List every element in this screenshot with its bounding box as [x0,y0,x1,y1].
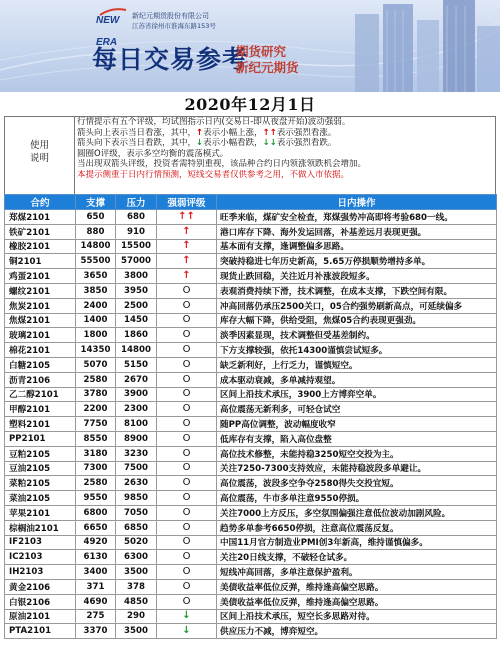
contract-cell: PTA2101 [5,624,76,639]
rating-cell [157,417,217,432]
support-cell: 6650 [76,520,116,535]
circle-icon: O [182,580,191,592]
support-cell: 650 [76,210,116,225]
intraday-op-cell: 高位震荡，波段多空争夺2580得失交投宜短。 [217,476,497,491]
intraday-op-cell: 趋势多单参考6650停损，注意高位震荡反复。 [217,520,497,535]
down-arrow-icon: ↓ [182,625,191,637]
rating-cell [157,313,217,328]
contract-cell: 焦煤2101 [5,313,76,328]
support-cell: 3650 [76,269,116,284]
contract-cell: 塑料2101 [5,417,76,432]
up-arrow-icon: ↑↑ [262,127,277,138]
table-row [5,609,497,624]
table-row [5,535,497,550]
usage-lines [77,117,495,181]
intraday-op-cell: 基本面有支撑，逢调整偏多思路。 [217,239,497,254]
rating-cell [157,254,217,269]
table-row [5,461,497,476]
col-header-rating: 强弱评级 [157,195,217,210]
rating-cell [157,594,217,609]
intraday-op-cell: 下方支撑较强，依托14300谨慎尝试短多。 [217,343,497,358]
slogan-company: 新纪元期货 [236,60,299,75]
support-cell: 6130 [76,550,116,565]
table-row [5,269,497,284]
circle-icon: O [182,462,191,474]
contract-cell: IF2103 [5,535,76,550]
circle-icon: O [182,432,191,444]
support-cell: 9550 [76,491,116,506]
intraday-op-cell: 旺季来临，煤矿安全检查，郑煤强势冲高即将考验680一线。 [217,210,497,225]
contract-cell: 郑煤2101 [5,210,76,225]
up-arrow-icon: ↑ [196,127,204,138]
table-row [5,550,497,565]
pressure-cell: 1450 [116,313,157,328]
support-cell: 14800 [76,239,116,254]
circle-icon: O [182,551,191,563]
intraday-op-cell: 关注7250-7300支持效应，未能持稳波段多单避让。 [217,461,497,476]
support-cell: 2400 [76,298,116,313]
rating-cell [157,565,217,580]
company-logo [96,8,286,48]
table-body [5,210,497,639]
pressure-cell: 290 [116,609,157,624]
rating-cell [157,343,217,358]
table-row [5,328,497,343]
support-cell: 2580 [76,372,116,387]
rating-cell [157,579,217,594]
contract-cell: 铜2101 [5,254,76,269]
rating-cell [157,624,217,639]
circle-icon: O [182,566,191,578]
contract-cell: 白糖2105 [5,357,76,372]
pressure-cell: 15500 [116,239,157,254]
rating-cell [157,491,217,506]
circle-icon: O [182,521,191,533]
pressure-cell: 14800 [116,343,157,358]
down-arrow-icon: ↓ [196,138,204,149]
pressure-cell: 2300 [116,402,157,417]
support-cell: 4690 [76,594,116,609]
intraday-op-cell: 突破持稳进七年历史新高，5.65万停损顺势增持多单。 [217,254,497,269]
intraday-op-cell: 缺乏新利好，上行乏力，谨慎短空。 [217,357,497,372]
support-cell: 371 [76,579,116,594]
circle-icon: O [182,595,191,607]
rating-cell [157,461,217,476]
intraday-op-cell: 美债收益率低位反弹，维持逢高偏空思路。 [217,594,497,609]
table-row [5,283,497,298]
contract-cell: 黄金2106 [5,579,76,594]
circle-icon: O [182,329,191,341]
rating-cell [157,609,217,624]
rating-cell [157,520,217,535]
table-row [5,565,497,580]
rating-cell [157,328,217,343]
intraday-op-cell: 现货止跌回稳，关注近月补涨波段短多。 [217,269,497,284]
rating-cell [157,283,217,298]
support-cell: 7300 [76,461,116,476]
intraday-op-cell: 高位震荡，牛市多单注意9550停损。 [217,491,497,506]
pressure-cell: 3800 [116,269,157,284]
pressure-cell: 2670 [116,372,157,387]
rating-cell [157,269,217,284]
pressure-cell: 3500 [116,624,157,639]
support-cell: 1800 [76,328,116,343]
pressure-cell: 6850 [116,520,157,535]
contract-cell: 苹果2101 [5,505,76,520]
contract-cell: 橡胶2101 [5,239,76,254]
circle-icon: O [182,447,191,459]
rating-cell [157,476,217,491]
table-row [5,594,497,609]
rating-cell [157,550,217,565]
intraday-op-cell: 高位震荡无新利多，可轻仓试空 [217,402,497,417]
up-arrow-icon: ↑ [182,270,191,282]
up-arrow-icon: ↑ [182,255,191,267]
city-buildings-graphic [325,0,500,92]
new-era-logo [96,10,130,48]
contract-cell: 甲醇2101 [5,402,76,417]
pressure-cell: 2500 [116,298,157,313]
pressure-cell: 910 [116,224,157,239]
intraday-op-cell: 冲高回落仍承压2500关口，05合约强势刷新高点，可延续偏多 [217,298,497,313]
circle-icon: O [182,284,191,296]
support-cell: 4920 [76,535,116,550]
table-row [5,298,497,313]
usage-text: 表示强烈看涨。 [276,127,337,138]
usage-text: 圆圈O评级，表示多空均衡的震荡模式。 [77,148,229,159]
circle-icon: O [182,477,191,489]
support-cell: 2200 [76,402,116,417]
usage-text: 表示小幅看跌， [203,138,263,149]
intraday-op-cell: 高位技术修整，未能持稳3250短空交投为主。 [217,446,497,461]
rating-cell [157,357,217,372]
usage-text: 箭头向下表示当日看跌，其中， [77,138,197,149]
usage-instructions [4,116,496,194]
support-cell: 880 [76,224,116,239]
usage-text: 表示小幅上涨， [203,127,263,138]
rating-cell [157,446,217,461]
contract-cell: 豆粕2105 [5,446,76,461]
intraday-op-cell: 淡季因素显现，技术调整但受基差制约。 [217,328,497,343]
contract-cell: IH2103 [5,565,76,580]
intraday-op-cell: 关注7000上方反压，多空氛围偏强注意低位波动加剧风险。 [217,505,497,520]
intraday-op-cell: 成本驱动衰减，多单减持观望。 [217,372,497,387]
support-cell: 3780 [76,387,116,402]
contract-cell: 菜粕2105 [5,476,76,491]
table-row [5,491,497,506]
contract-cell: 铁矿2101 [5,224,76,239]
circle-icon: O [182,314,191,326]
pressure-cell: 2630 [116,476,157,491]
rating-cell [157,431,217,446]
col-header-support: 支撑 [76,195,116,210]
up-arrow-icon: ↑ [182,240,191,252]
table-header-row [5,195,497,210]
pressure-cell: 3230 [116,446,157,461]
pressure-cell: 7500 [116,461,157,476]
pressure-cell: 3900 [116,387,157,402]
usage-line [77,170,495,181]
table-row [5,372,497,387]
down-arrow-icon: ↓ [182,610,191,622]
circle-icon: O [182,358,191,370]
rating-cell [157,298,217,313]
usage-line [77,117,495,128]
intraday-op-cell: 供应压力不减，博弈短空。 [217,624,497,639]
circle-icon: O [182,373,191,385]
usage-line [77,159,495,170]
circle-icon: O [182,388,191,400]
rating-cell [157,402,217,417]
intraday-op-cell: 库存大幅下降，供给受阻，焦煤05合约表现更强劲。 [217,313,497,328]
rating-cell [157,210,217,225]
usage-text: 箭头向上表示当日看涨，其中， [77,127,197,138]
col-header-pressure: 压力 [116,195,157,210]
contract-cell: 棉花2101 [5,343,76,358]
contract-cell: 焦炭2101 [5,298,76,313]
company-address: 江苏省徐州市淮海东路153号 [132,22,216,30]
support-cell: 2580 [76,476,116,491]
contract-cell: 玻璃2101 [5,328,76,343]
intraday-op-cell: 区间上沿技术承压，短空长多思路对待。 [217,609,497,624]
pressure-cell: 4850 [116,594,157,609]
pressure-cell: 680 [116,210,157,225]
pressure-cell: 378 [116,579,157,594]
up-arrow-icon: ↑ [182,225,191,237]
usage-line [77,138,495,149]
rating-cell [157,505,217,520]
usage-text: 本提示侧重于日内行情预测，短线交易者仅供参考之用，不做入市依据。 [77,169,350,180]
report-date: 2020年12月1日 [184,95,316,114]
intraday-op-cell: 随PP高位调整，波动幅度收窄 [217,417,497,432]
contract-cell: IC2103 [5,550,76,565]
table-row [5,313,497,328]
intraday-op-cell: 短线冲高回落，多单注意保护盈利。 [217,565,497,580]
intraday-op-cell: 中国11月官方制造业PMI创3年新高，维持谨慎偏多。 [217,535,497,550]
pressure-cell: 57000 [116,254,157,269]
rating-cell [157,239,217,254]
support-cell: 3370 [76,624,116,639]
pressure-cell: 1860 [116,328,157,343]
rating-cell [157,387,217,402]
table-row [5,357,497,372]
pressure-cell: 5020 [116,535,157,550]
pressure-cell: 3500 [116,565,157,580]
pressure-cell: 7050 [116,505,157,520]
usage-text: 表示强烈看跌。 [276,138,337,149]
rating-cell [157,372,217,387]
usage-text: 行情提示有五个评级，均试图指示日内(交易日-即从夜盘开始)波动强弱。 [77,117,351,127]
table-row [5,446,497,461]
usage-line [77,128,495,139]
usage-label: 使用 说明 [5,117,75,194]
contract-cell: PP2101 [5,431,76,446]
table-row [5,387,497,402]
intraday-op-cell: 美债收益率低位反弹，维持逢高偏空思路。 [217,579,497,594]
support-cell: 275 [76,609,116,624]
usage-text: 当出现双箭头评级，投资者需特别重视，该品种合约日内领涨领跌机会增加。 [77,159,367,170]
circle-icon: O [182,299,191,311]
table-row [5,431,497,446]
table-row [5,224,497,239]
table-row [5,210,497,225]
support-cell: 3850 [76,283,116,298]
support-cell: 1400 [76,313,116,328]
pressure-cell: 9850 [116,491,157,506]
down-arrow-icon: ↓↓ [262,138,277,149]
up-arrow-icon: ↑↑ [178,210,195,222]
support-cell: 5070 [76,357,116,372]
col-header-contract: 合约 [5,195,76,210]
intraday-op-cell: 区间上沿技术承压，3900上方博弈空单。 [217,387,497,402]
logo-text: NEW ERA [96,15,120,48]
table-row [5,520,497,535]
table-row [5,417,497,432]
contract-cell: 菜油2105 [5,491,76,506]
support-cell: 14350 [76,343,116,358]
usage-line [77,149,495,160]
circle-icon: O [182,418,191,430]
intraday-op-cell: 关注20日线支撑，不破轻仓试多。 [217,550,497,565]
circle-icon: O [182,344,191,356]
table-row [5,402,497,417]
support-cell: 55500 [76,254,116,269]
contract-cell: 豆油2105 [5,461,76,476]
rating-cell [157,535,217,550]
support-cell: 3180 [76,446,116,461]
pressure-cell: 8100 [116,417,157,432]
intraday-op-cell: 港口库存下降、海外发运回落，补基差远月表现更强。 [217,224,497,239]
table-row [5,239,497,254]
circle-icon: O [182,536,191,548]
slogan-research: 期货研究 [236,44,287,59]
contract-cell: 乙二醇2101 [5,387,76,402]
contract-cell: 白银2106 [5,594,76,609]
page-title: 每日交易参考 [92,45,249,74]
table-row [5,254,497,269]
table-row [5,476,497,491]
pressure-cell: 5150 [116,357,157,372]
contract-cell: 棕榈油2101 [5,520,76,535]
circle-icon: O [182,492,191,504]
intraday-op-cell: 表观消费持续下滑，技术调整，在成本支撑，下跌空间有限。 [217,283,497,298]
table-row [5,343,497,358]
pressure-cell: 8900 [116,431,157,446]
circle-icon: O [182,506,191,518]
header-banner [0,0,500,92]
support-cell: 8550 [76,431,116,446]
contract-cell: 鸡蛋2101 [5,269,76,284]
support-cell: 6800 [76,505,116,520]
support-cell: 7750 [76,417,116,432]
circle-icon: O [182,403,191,415]
col-header-intraday-op: 日内操作 [217,195,497,210]
contract-cell: 沥青2106 [5,372,76,387]
logo-swoosh-icon [98,7,128,17]
contract-cell: 螺纹2101 [5,283,76,298]
trading-reference-table [4,194,497,639]
contract-cell: 原油2101 [5,609,76,624]
table-row [5,624,497,639]
table-row [5,505,497,520]
company-name: 新纪元期货股份有限公司 [132,12,209,20]
pressure-cell: 3950 [116,283,157,298]
rating-cell [157,224,217,239]
support-cell: 3400 [76,565,116,580]
intraday-op-cell: 低库存有支撑，陷入高位盘整 [217,431,497,446]
pressure-cell: 6300 [116,550,157,565]
table-row [5,579,497,594]
